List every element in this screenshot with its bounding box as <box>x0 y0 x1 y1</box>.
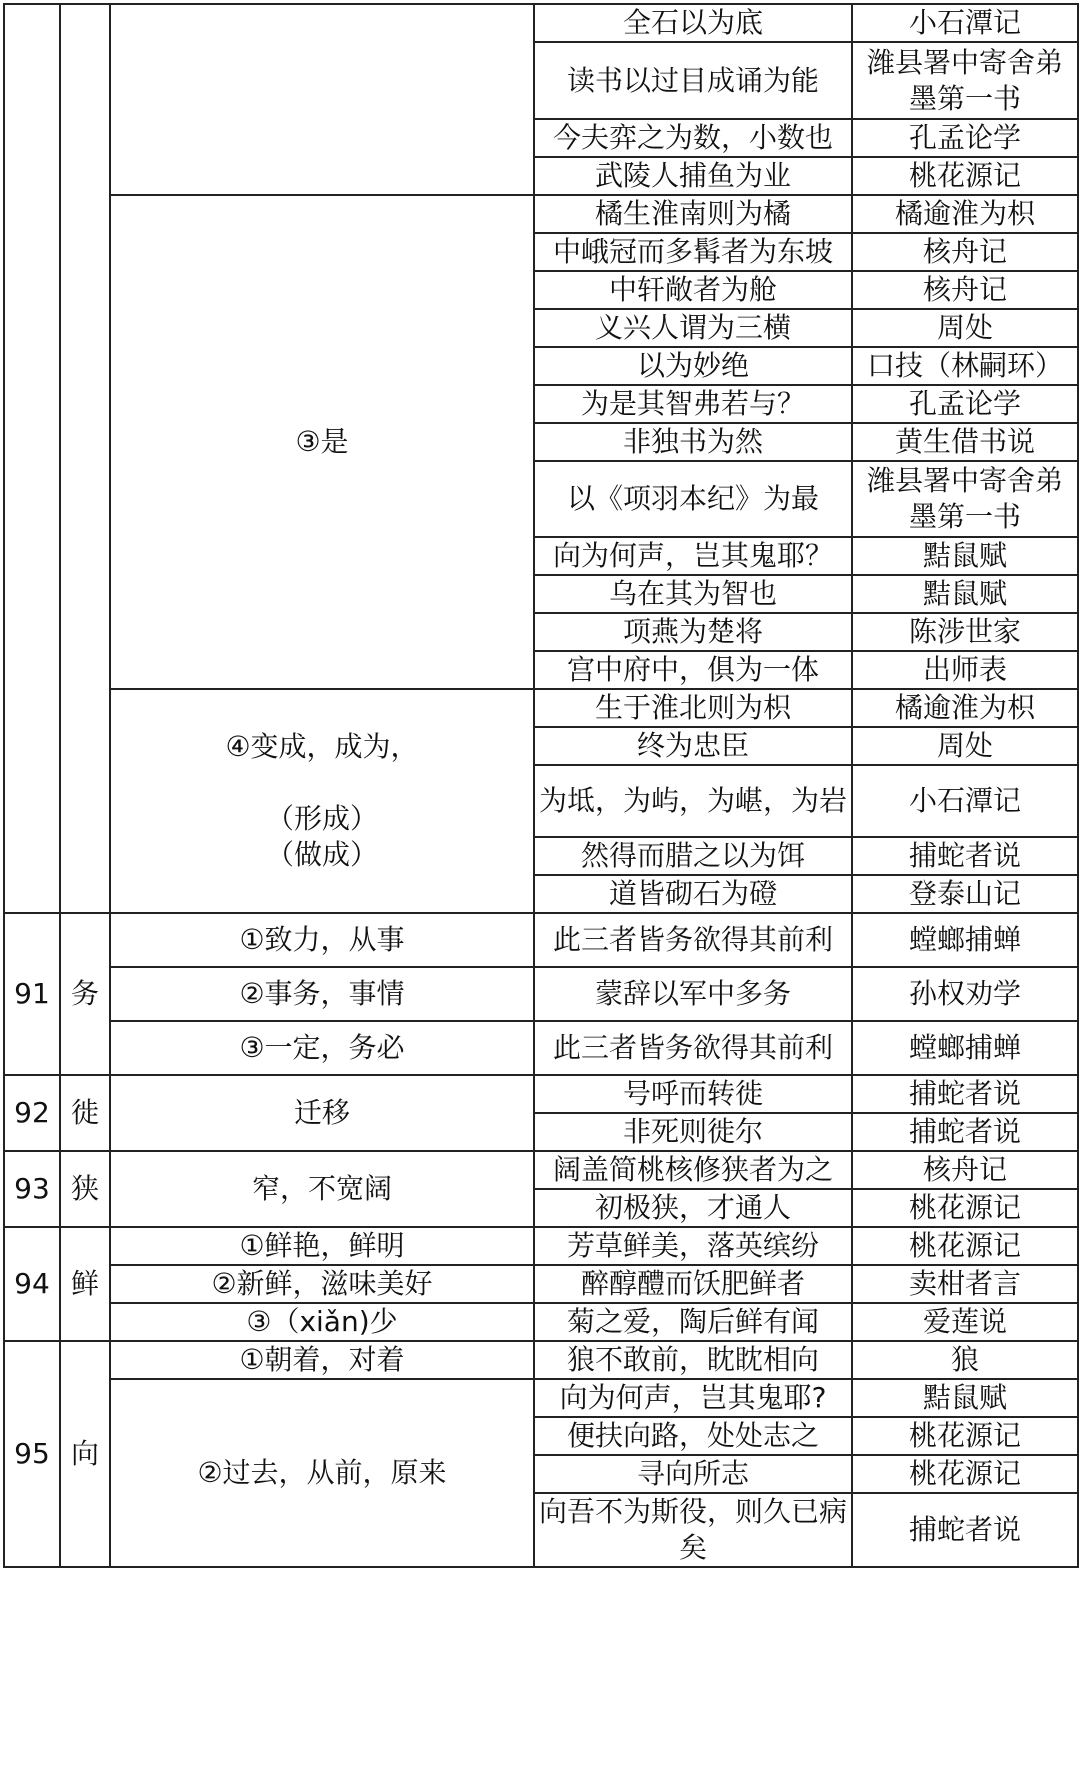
example-sentence: 道皆砌石为磴 <box>534 875 852 913</box>
example-sentence: 狼不敢前，眈眈相向 <box>534 1341 852 1379</box>
meaning-line: ①鲜艳，鲜明 <box>239 1229 405 1262</box>
example-sentence: 为坻，为屿，为嵁，为岩 <box>534 765 852 837</box>
sense-meaning <box>110 967 534 1021</box>
source-text: 登泰山记 <box>852 875 1078 913</box>
example-sentence: 阔盖简桃核修狭者为之 <box>534 1151 852 1189</box>
example-sentence: 向为何声，岂其鬼耶？ <box>534 537 852 575</box>
source-text: 孔孟论学 <box>852 385 1078 423</box>
example-sentence: 中峨冠而多髯者为东坡 <box>534 233 852 271</box>
source-text: 狼 <box>852 1341 1078 1379</box>
example-sentence: 以为妙绝 <box>534 347 852 385</box>
meaning-line: 窄，不宽阔 <box>251 1172 392 1205</box>
entry-character: 徙 <box>60 1075 110 1151</box>
table-row <box>4 195 1078 233</box>
table-row <box>4 1303 1078 1341</box>
source-text: 橘逾淮为枳 <box>852 195 1078 233</box>
table-row <box>4 967 1078 1021</box>
table-row <box>4 689 1078 727</box>
table-row <box>4 1021 1078 1075</box>
sense-meaning <box>110 689 534 913</box>
entry-number: 94 <box>4 1227 60 1341</box>
meaning-line: 迁移 <box>293 1096 350 1129</box>
example-sentence: 项燕为楚将 <box>534 613 852 651</box>
meaning-gap <box>121 82 523 118</box>
example-sentence: 蒙辞以军中多务 <box>534 967 852 1021</box>
source-text: 潍县署中寄舍弟墨第一书 <box>852 461 1078 537</box>
source-text: 螳螂捕蝉 <box>852 913 1078 967</box>
source-text: 周处 <box>852 727 1078 765</box>
entry-number: 92 <box>4 1075 60 1151</box>
entry-character: 狭 <box>60 1151 110 1227</box>
table-row <box>4 913 1078 967</box>
example-sentence: 宫中府中，俱为一体 <box>534 651 852 689</box>
example-sentence: 武陵人捕鱼为业 <box>534 157 852 195</box>
example-sentence: 非死则徙尔 <box>534 1113 852 1151</box>
example-sentence: 醉醇醴而饫肥鲜者 <box>534 1265 852 1303</box>
example-sentence: 菊之爱，陶后鲜有闻 <box>534 1303 852 1341</box>
example-sentence: 向吾不为斯役，则久已病矣 <box>534 1493 852 1567</box>
sense-meaning <box>110 1379 534 1567</box>
entry-character: 向 <box>60 1341 110 1567</box>
source-text: 捕蛇者说 <box>852 1075 1078 1113</box>
entry-number: 93 <box>4 1151 60 1227</box>
table-row <box>4 1151 1078 1189</box>
table-row <box>4 1341 1078 1379</box>
table-row <box>4 1379 1078 1417</box>
meaning-line: ③一定，务必 <box>239 1031 405 1064</box>
source-text: 捕蛇者说 <box>852 1493 1078 1567</box>
example-sentence: 寻向所志 <box>534 1455 852 1493</box>
sense-meaning <box>110 1341 534 1379</box>
meaning-line: （做成） <box>265 838 378 871</box>
source-text: 桃花源记 <box>852 1189 1078 1227</box>
example-sentence: 为是其智弗若与？ <box>534 385 852 423</box>
meaning-line: ②新鲜，滋味美好 <box>211 1267 433 1300</box>
source-text: 陈涉世家 <box>852 613 1078 651</box>
source-text: 卖柑者言 <box>852 1265 1078 1303</box>
source-text: 黄生借书说 <box>852 423 1078 461</box>
meaning-line: ①致力，从事 <box>239 923 405 956</box>
document-page <box>3 3 1079 1568</box>
sense-meaning <box>110 1303 534 1341</box>
source-text: 桃花源记 <box>852 1227 1078 1265</box>
source-text: 黠鼠赋 <box>852 537 1078 575</box>
source-text: 核舟记 <box>852 1151 1078 1189</box>
example-sentence: 以《项羽本纪》为最 <box>534 461 852 537</box>
table-row <box>4 1075 1078 1113</box>
entry-number: 95 <box>4 1341 60 1567</box>
source-text: 螳螂捕蝉 <box>852 1021 1078 1075</box>
example-sentence: 今夫弈之为数，小数也 <box>534 119 852 157</box>
example-sentence: 读书以过目成诵为能 <box>534 42 852 119</box>
source-text: 孙权劝学 <box>852 967 1078 1021</box>
source-text: 口技（林嗣环） <box>852 347 1078 385</box>
meaning-line: ③是 <box>295 425 349 458</box>
example-sentence: 生于淮北则为枳 <box>534 689 852 727</box>
source-text: 潍县署中寄舍弟墨第一书 <box>852 42 1078 119</box>
example-sentence: 乌在其为智也 <box>534 575 852 613</box>
source-text: 桃花源记 <box>852 157 1078 195</box>
example-sentence: 向为何声，岂其鬼耶? <box>534 1379 852 1417</box>
entry-character: 鲜 <box>60 1227 110 1341</box>
source-text: 桃花源记 <box>852 1417 1078 1455</box>
entry-number <box>4 4 60 913</box>
sense-meaning <box>110 913 534 967</box>
example-sentence: 橘生淮南则为橘 <box>534 195 852 233</box>
source-text: 孔孟论学 <box>852 119 1078 157</box>
sense-meaning <box>110 4 534 195</box>
source-text: 爱莲说 <box>852 1303 1078 1341</box>
example-sentence: 非独书为然 <box>534 423 852 461</box>
example-sentence: 终为忠臣 <box>534 727 852 765</box>
meaning-line: ②过去，从前，原来 <box>197 1456 447 1489</box>
source-text: 捕蛇者说 <box>852 837 1078 875</box>
sense-meaning <box>110 1265 534 1303</box>
entry-character <box>60 4 110 913</box>
meaning-line: ④变成，成为， <box>225 730 419 763</box>
source-text: 核舟记 <box>852 271 1078 309</box>
meaning-line: ②事务，事情 <box>239 977 405 1010</box>
classical-chinese-vocab-table <box>3 3 1079 1568</box>
source-text: 橘逾淮为枳 <box>852 689 1078 727</box>
source-text: 黠鼠赋 <box>852 575 1078 613</box>
meaning-line: ③（xiǎn)少 <box>246 1305 398 1338</box>
example-sentence: 初极狭，才通人 <box>534 1189 852 1227</box>
example-sentence: 便扶向路，处处志之 <box>534 1417 852 1455</box>
source-text: 捕蛇者说 <box>852 1113 1078 1151</box>
source-text: 黠鼠赋 <box>852 1379 1078 1417</box>
source-text: 出师表 <box>852 651 1078 689</box>
source-text: 小石潭记 <box>852 765 1078 837</box>
example-sentence: 全石以为底 <box>534 4 852 42</box>
source-text: 周处 <box>852 309 1078 347</box>
meaning-gap <box>121 765 523 801</box>
example-sentence: 号呼而转徙 <box>534 1075 852 1113</box>
table-row <box>4 1227 1078 1265</box>
sense-meaning <box>110 1021 534 1075</box>
example-sentence: 然得而腊之以为饵 <box>534 837 852 875</box>
example-sentence: 此三者皆务欲得其前利 <box>534 1021 852 1075</box>
table-row <box>4 4 1078 42</box>
sense-meaning <box>110 1227 534 1265</box>
example-sentence: 中轩敞者为舱 <box>534 271 852 309</box>
meaning-line: （形成） <box>265 802 378 835</box>
sense-meaning <box>110 1151 534 1227</box>
meaning-line: ①朝着，对着 <box>239 1343 405 1376</box>
sense-meaning <box>110 195 534 689</box>
example-sentence: 义兴人谓为三横 <box>534 309 852 347</box>
source-text: 桃花源记 <box>852 1455 1078 1493</box>
source-text: 核舟记 <box>852 233 1078 271</box>
example-sentence: 此三者皆务欲得其前利 <box>534 913 852 967</box>
example-sentence: 芳草鲜美，落英缤纷 <box>534 1227 852 1265</box>
entry-number: 91 <box>4 913 60 1075</box>
source-text: 小石潭记 <box>852 4 1078 42</box>
entry-character: 务 <box>60 913 110 1075</box>
sense-meaning <box>110 1075 534 1151</box>
table-row <box>4 1265 1078 1303</box>
